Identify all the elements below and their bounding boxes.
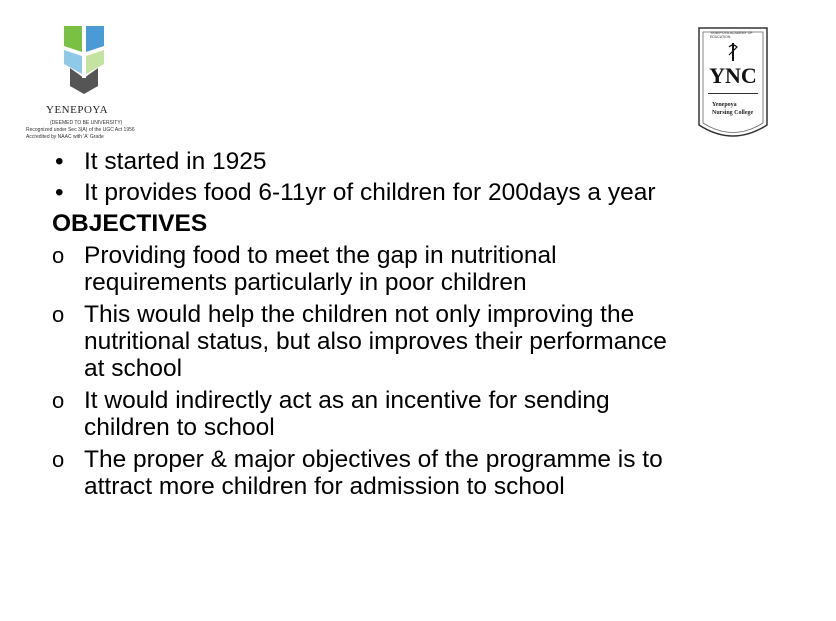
bullet-text: It provides food 6-11yr of children for 200days a year: [84, 179, 656, 206]
objective-item: [52, 446, 812, 501]
objective-item: [52, 242, 812, 297]
nursing-college-logo: [696, 25, 770, 145]
objectives-heading: OBJECTIVES: [52, 210, 208, 237]
objective-marker: o: [52, 447, 65, 472]
objective-item: [52, 301, 812, 383]
yenepoya-accredited: Accredited by NAAC with 'A' Grade: [26, 134, 104, 140]
nursing-college-name-line1: Yenepoya: [712, 102, 737, 108]
objective-line: The proper & major objectives of the programme is to: [84, 446, 663, 473]
bullet-marker: •: [55, 179, 64, 206]
objective-line: nutritional status, but also improves their performance: [84, 328, 667, 355]
svg-text:YNC: YNC: [709, 63, 757, 88]
objective-line: children to school: [84, 414, 275, 441]
objective-line: Providing food to meet the gap in nutritional: [84, 242, 557, 269]
nursing-college-name: [712, 101, 762, 117]
slide-content: [52, 148, 812, 501]
objective-line: It would indirectly act as an incentive for sending: [84, 387, 610, 414]
yenepoya-deemed: (DEEMED TO BE UNIVERSITY): [50, 120, 123, 126]
objective-marker: o: [52, 388, 65, 413]
nursing-college-crest-icon: [696, 25, 770, 145]
objective-marker: o: [52, 243, 65, 268]
objective-line: requirements particularly in poor children: [84, 269, 527, 296]
objective-marker: o: [52, 302, 65, 327]
bullet-item: [52, 179, 812, 207]
yenepoya-recognized: Recognized under Sec 3(A) of the UGC Act 1956: [26, 127, 135, 133]
objective-line: attract more children for admission to school: [84, 473, 565, 500]
yenepoya-university-logo: [24, 24, 144, 150]
nursing-college-name-line2: Nursing College: [712, 110, 754, 116]
objective-line: This would help the children not only improving the: [84, 301, 635, 328]
objective-line: at school: [84, 355, 183, 382]
academy-text: YENEPOYA ACADEMY OF EDUCATION: [710, 31, 753, 39]
yenepoya-name: YENEPOYA: [46, 104, 109, 116]
bullet-item: [52, 148, 812, 176]
university-shield-icon: [62, 24, 106, 96]
bullet-marker: •: [55, 148, 64, 175]
objective-item: [52, 387, 812, 442]
bullet-text: It started in 1925: [84, 148, 267, 175]
